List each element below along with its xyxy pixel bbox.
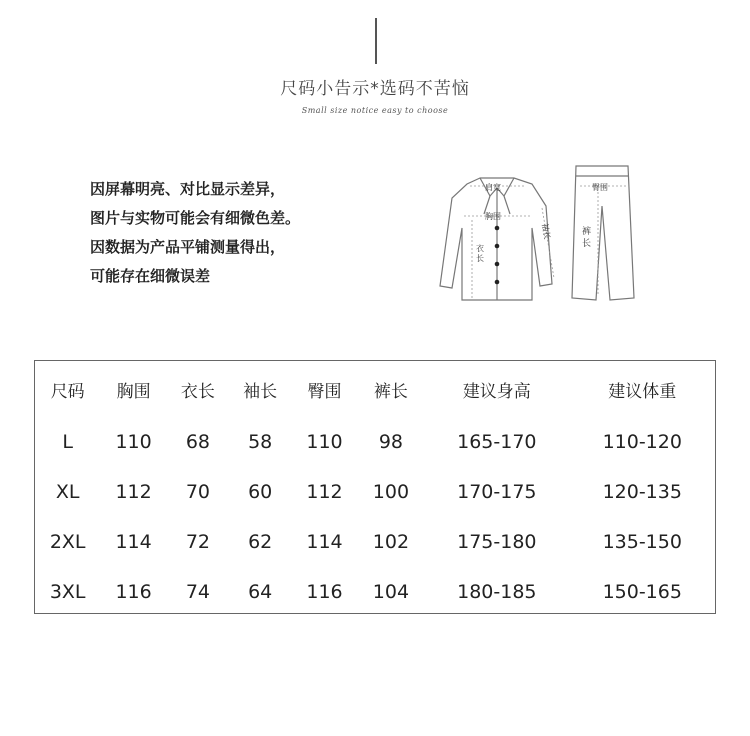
garment-measurement-illustration	[432, 158, 642, 314]
table-cell: 110-120	[602, 431, 682, 453]
header-sleeve: 袖长	[243, 381, 278, 402]
sleeve-label: 袖长	[540, 222, 552, 241]
header-weight: 建议体重	[608, 381, 677, 402]
table-cell: 116	[306, 581, 343, 603]
table-header-row	[35, 361, 715, 417]
shoulder-label: 肩宽	[485, 183, 501, 192]
table-row	[35, 467, 715, 517]
table-cell: 98	[378, 431, 404, 453]
chest-label: 胸围	[485, 212, 501, 221]
size-table-box	[34, 360, 716, 614]
table-cell: 3XL	[49, 581, 86, 603]
hip-label: 臀围	[592, 183, 608, 192]
table-cell: 68	[185, 431, 210, 453]
table-cell: 70	[185, 481, 210, 503]
notice-line: 因屏幕明亮、对比显示差异，	[90, 180, 286, 198]
length-label-2: 长	[476, 254, 484, 263]
header-size: 尺码	[50, 381, 85, 402]
table-cell: 116	[115, 581, 152, 603]
table-cell: 120-135	[602, 481, 682, 503]
table-cell: 110	[115, 431, 152, 453]
table-cell: 112	[306, 481, 343, 503]
header-chest: 胸围	[116, 381, 151, 402]
table-cell: 2XL	[49, 531, 86, 553]
header-pants-length: 裤长	[373, 381, 408, 402]
length-label-1: 衣	[476, 244, 484, 253]
page-title: 尺码小告示*选码不苦恼	[280, 79, 470, 99]
table-cell: 72	[185, 531, 210, 553]
table-cell: XL	[55, 481, 80, 503]
table-cell: 175-180	[457, 531, 537, 553]
table-cell: 112	[115, 481, 152, 503]
size-table	[35, 361, 715, 617]
measurement-guides	[464, 186, 554, 298]
notice-text	[90, 175, 390, 291]
page-subtitle: Small size notice easy to choose	[301, 106, 449, 115]
table-cell: 100	[372, 481, 410, 503]
notice-line: 可能存在细微误差	[90, 267, 211, 285]
table-cell: 170-175	[457, 481, 537, 503]
table-cell: 165-170	[457, 431, 537, 453]
table-cell: 150-165	[602, 581, 682, 603]
table-cell: 60	[248, 481, 273, 503]
table-row	[35, 417, 715, 467]
header-length: 衣长	[180, 381, 215, 402]
table-cell: 62	[248, 531, 273, 553]
notice-line: 因数据为产品平铺测量得出，	[90, 238, 286, 256]
table-row	[35, 567, 715, 617]
header-hip: 臀围	[307, 381, 342, 402]
table-cell: 74	[185, 581, 210, 603]
table-cell: 64	[248, 581, 273, 603]
top-divider-line	[375, 18, 377, 64]
table-cell: 135-150	[602, 531, 682, 553]
table-cell: L	[62, 431, 73, 453]
table-cell: 58	[248, 431, 273, 453]
table-cell: 114	[115, 531, 152, 553]
table-cell: 102	[372, 531, 410, 553]
table-row	[35, 517, 715, 567]
table-cell: 114	[306, 531, 343, 553]
table-cell: 110	[306, 431, 343, 453]
header-height: 建议身高	[462, 381, 531, 402]
pants-length-label-2: 长	[582, 239, 592, 249]
pants-length-label-1: 裤	[582, 227, 592, 237]
table-cell: 104	[372, 581, 410, 603]
table-cell: 180-185	[457, 581, 537, 603]
notice-line: 图片与实物可能会有细微色差。	[90, 209, 301, 227]
